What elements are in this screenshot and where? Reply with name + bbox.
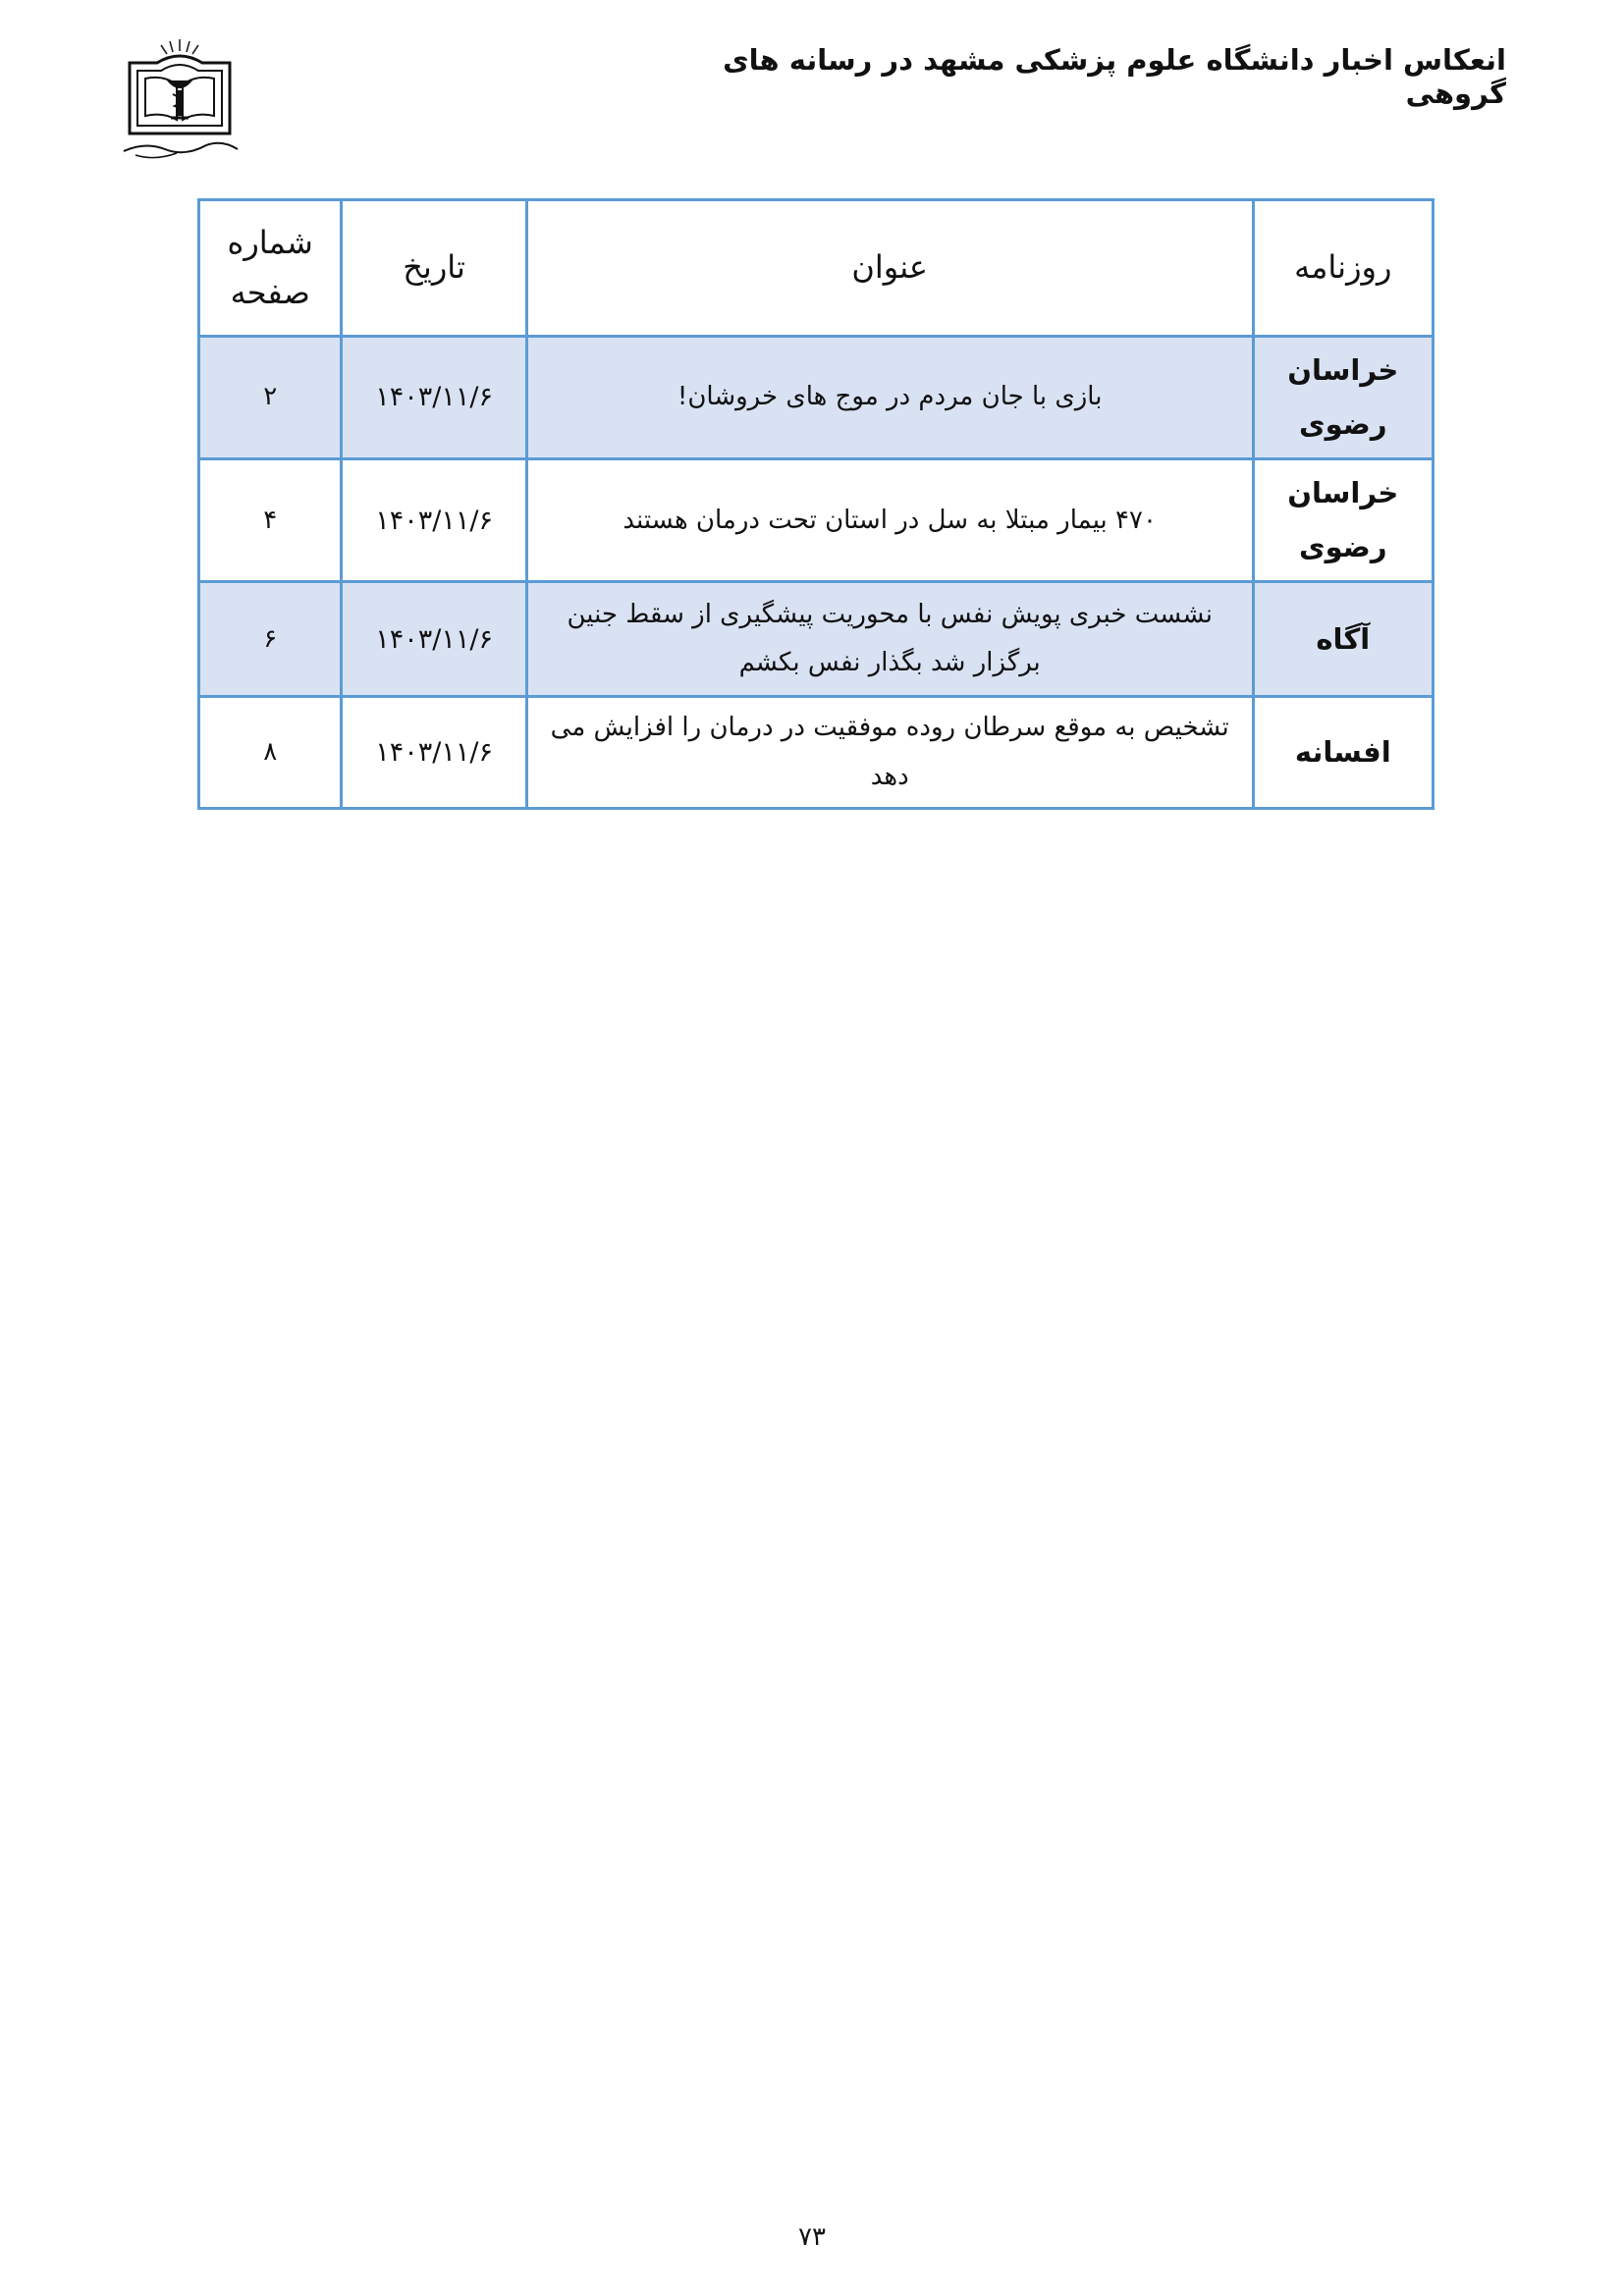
header-date: تاریخ: [342, 200, 526, 337]
table-header-row: [199, 200, 1434, 337]
cell-newspaper: خراسان رضوی: [1253, 459, 1433, 582]
cell-page: ۴: [199, 459, 342, 582]
table-row: [199, 337, 1434, 459]
cell-page: ۲: [199, 337, 342, 459]
table-row: [199, 459, 1434, 582]
table-row: [199, 697, 1434, 809]
cell-title: ۴۷۰ بیمار مبتلا به سل در استان تحت درمان هستند: [526, 459, 1253, 582]
cell-date: ۱۴۰۳/۱۱/۶: [342, 582, 526, 697]
header-newspaper: روزنامه: [1253, 200, 1433, 337]
header-page: شماره صفحه: [199, 200, 342, 337]
cell-date: ۱۴۰۳/۱۱/۶: [342, 697, 526, 809]
cell-newspaper: افسانه: [1253, 697, 1433, 809]
university-emblem-icon: [116, 35, 244, 163]
cell-date: ۱۴۰۳/۱۱/۶: [342, 459, 526, 582]
cell-page: ۸: [199, 697, 342, 809]
cell-newspaper: آگاه: [1253, 582, 1433, 697]
page-title: انعکاس اخبار دانشگاه علوم پزشکی مشهد در رسانه های گروهی: [723, 43, 1506, 110]
page-number: ۷۳: [798, 2222, 826, 2252]
cell-newspaper: خراسان رضوی: [1253, 337, 1433, 459]
cell-title: نشست خبری پویش نفس با محوریت پیشگیری از سقط جنین برگزار شد بگذار نفس بکشم: [526, 582, 1253, 697]
cell-date: ۱۴۰۳/۱۱/۶: [342, 337, 526, 459]
news-table: [197, 198, 1435, 810]
table-row: [199, 582, 1434, 697]
cell-title: تشخیص به موقع سرطان روده موفقیت در درمان را افزایش می دهد: [526, 697, 1253, 809]
cell-page: ۶: [199, 582, 342, 697]
university-logo: [116, 35, 244, 163]
cell-title: بازی با جان مردم در موج های خروشان!: [526, 337, 1253, 459]
header-title: عنوان: [526, 200, 1253, 337]
